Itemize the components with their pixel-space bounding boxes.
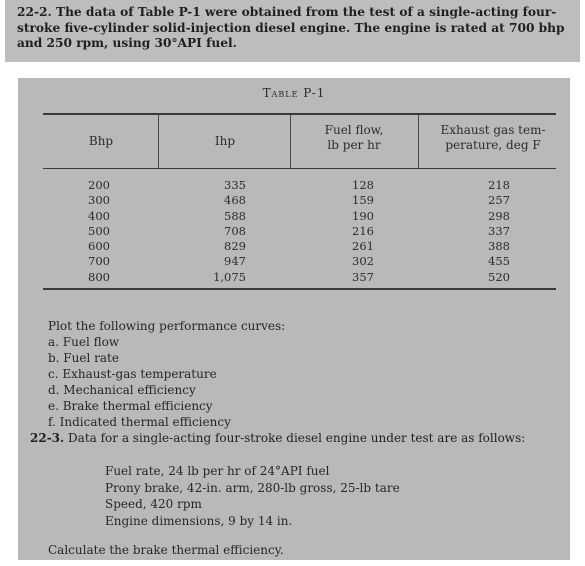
exhaust-temp-cell: 257 — [488, 193, 510, 208]
table-title-word: Table — [262, 86, 299, 100]
table-title-number: P-1 — [298, 86, 326, 100]
problem-22-2-paragraph — [17, 5, 570, 52]
plot-instructions — [48, 318, 285, 430]
header-exhaust-temp-line2: perature, deg F — [445, 138, 541, 152]
column-ihp — [198, 178, 246, 285]
column-exhaust-temp — [476, 178, 510, 285]
data-line: Engine dimensions, 9 by 14 in. — [105, 513, 293, 528]
exhaust-temp-cell: 520 — [488, 269, 510, 284]
table-col-divider-1 — [158, 115, 159, 168]
data-line: Speed, 420 rpm — [105, 497, 202, 511]
problem-22-2-strip — [5, 0, 580, 62]
header-ihp: Ihp — [214, 134, 236, 148]
fuel-flow-cell: 190 — [352, 208, 374, 223]
table-header-rule — [43, 168, 556, 169]
fuel-flow-cell: 128 — [352, 178, 374, 192]
problem-22-2-text: The data of Table P-1 were obtained from the test of a single-acting four-stroke five-cylinder solid-injection diesel engine. The engine is rated at 700 bhp and 250 rpm, using 30°API fuel. — [17, 5, 565, 50]
problem-22-3-question: Calculate the brake thermal efficiency. — [48, 543, 284, 557]
bhp-cell: 800 — [88, 269, 110, 284]
plot-item: d. Mechanical efficiency — [48, 383, 196, 397]
exhaust-temp-cell: 298 — [488, 208, 510, 223]
ihp-cell: 829 — [224, 239, 246, 254]
exhaust-temp-cell: 388 — [488, 239, 510, 254]
plot-item: c. Exhaust-gas temperature — [48, 367, 217, 381]
ihp-cell: 588 — [224, 208, 246, 223]
column-fuel-flow — [340, 178, 374, 285]
bhp-cell: 300 — [88, 193, 110, 208]
table-title — [18, 86, 570, 100]
plot-item: f. Indicated thermal efficiency — [48, 415, 231, 429]
problem-22-3-paragraph — [30, 431, 560, 446]
plot-item: e. Brake thermal efficiency — [48, 399, 213, 413]
exhaust-temp-cell: 455 — [488, 254, 510, 269]
exhaust-temp-cell: 218 — [488, 178, 510, 192]
ihp-cell: 468 — [224, 193, 246, 208]
table-top-rule — [43, 113, 556, 115]
header-exhaust-temp — [423, 123, 563, 153]
column-bhp — [80, 178, 110, 285]
table-col-divider-3 — [418, 115, 419, 168]
plot-item: b. Fuel rate — [48, 351, 119, 365]
header-exhaust-temp-line1: Exhaust gas tem- — [440, 123, 546, 137]
header-bhp: Bhp — [88, 134, 114, 148]
ihp-cell: 1,075 — [213, 269, 246, 284]
table-bottom-rule — [43, 288, 556, 290]
table-col-divider-2 — [290, 115, 291, 168]
header-fuel-flow-line1: Fuel flow, — [324, 123, 384, 137]
fuel-flow-cell: 261 — [352, 239, 374, 254]
fuel-flow-cell: 357 — [352, 269, 374, 284]
plot-instructions-intro: Plot the following performance curves: — [48, 319, 286, 333]
ihp-cell: 335 — [224, 178, 246, 192]
fuel-flow-cell: 302 — [352, 254, 374, 269]
header-fuel-flow-line2: lb per hr — [327, 138, 381, 152]
bhp-cell: 600 — [88, 239, 110, 254]
plot-item: a. Fuel flow — [48, 335, 120, 349]
bhp-cell: 700 — [88, 254, 110, 269]
data-line: Prony brake, 42-in. arm, 280-lb gross, 25-lb tare — [105, 480, 400, 495]
exhaust-temp-cell: 337 — [488, 223, 510, 238]
page-panel — [18, 78, 570, 560]
bhp-cell: 200 — [88, 178, 110, 192]
problem-22-3-data — [105, 463, 400, 529]
bhp-cell: 400 — [88, 208, 110, 223]
ihp-cell: 708 — [224, 223, 246, 238]
header-fuel-flow — [298, 123, 410, 153]
fuel-flow-cell: 159 — [352, 193, 374, 208]
fuel-flow-cell: 216 — [352, 223, 374, 238]
problem-22-3-number: 22-3. — [30, 431, 65, 445]
problem-22-2-number: 22-2. — [17, 5, 52, 19]
ihp-cell: 947 — [224, 254, 246, 269]
bhp-cell: 500 — [88, 223, 110, 238]
problem-22-3-text: Data for a single-acting four-stroke diesel engine under test are as follows: — [68, 431, 526, 445]
data-line: Fuel rate, 24 lb per hr of 24°API fuel — [105, 464, 330, 478]
